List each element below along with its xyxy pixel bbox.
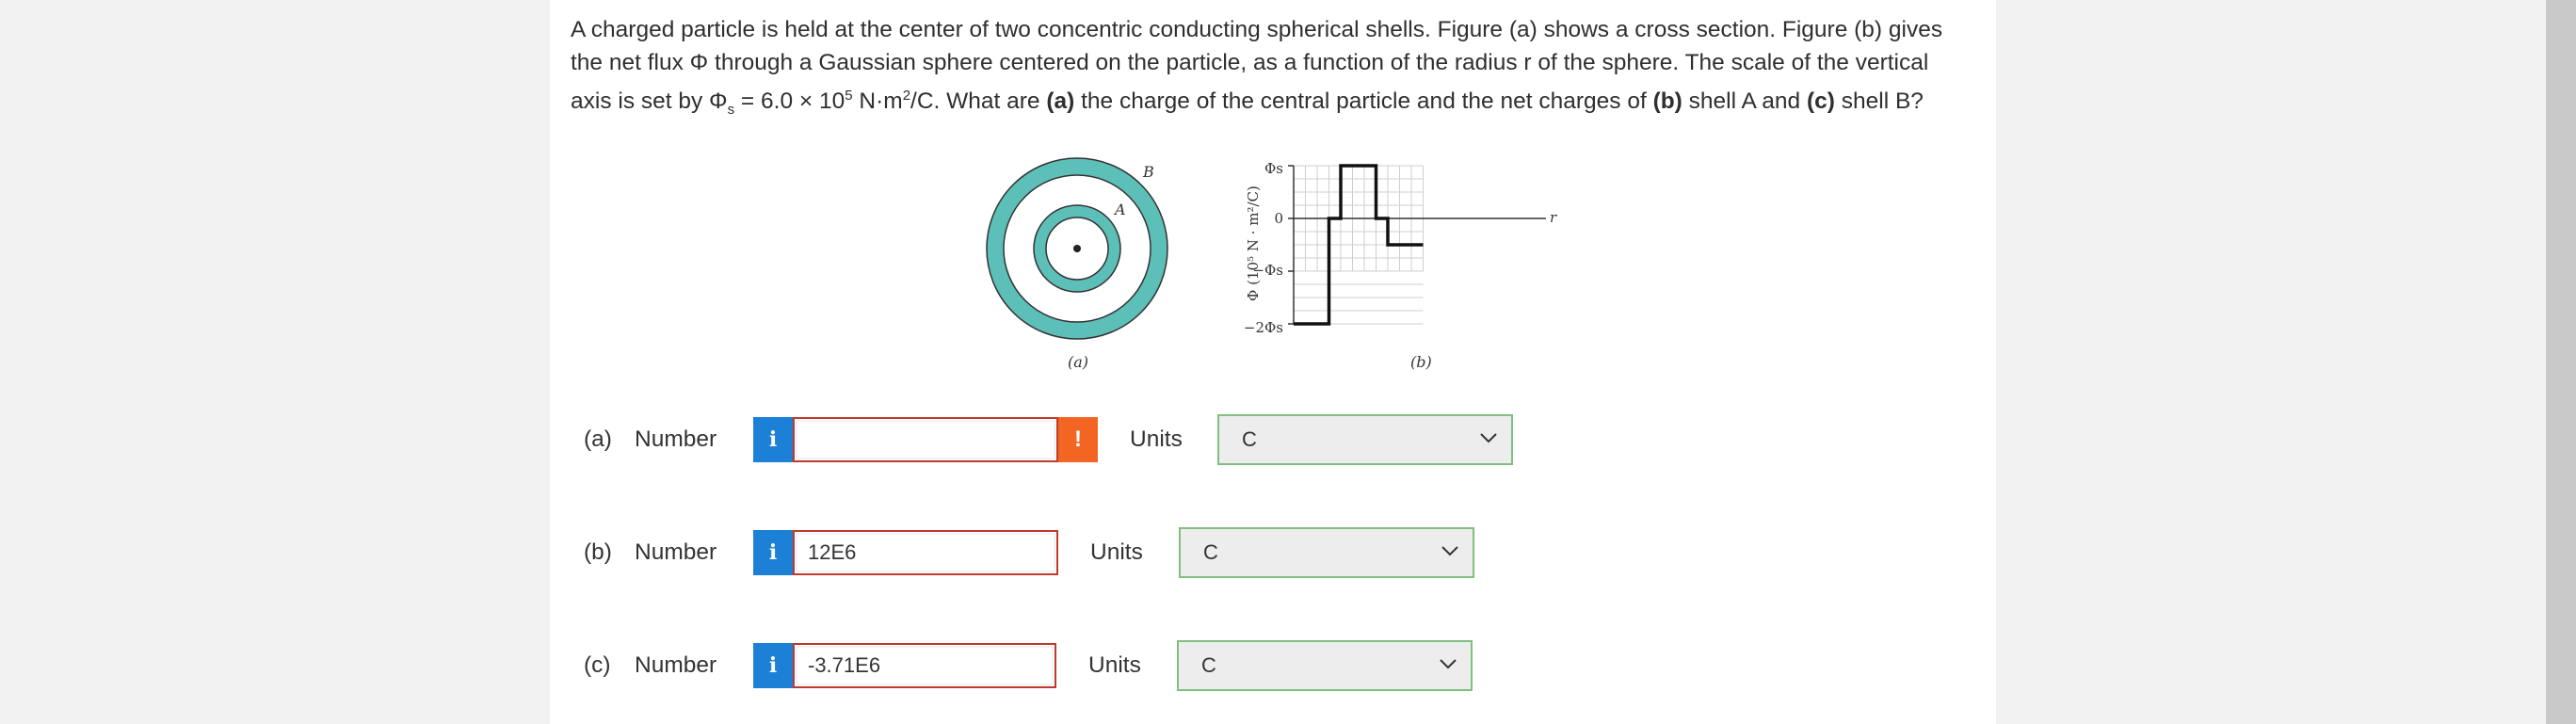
caption-b: (b)	[1410, 353, 1432, 371]
part-label-a: (a)	[584, 426, 612, 452]
answer-row-a	[0, 411, 2576, 468]
question-line-2: the net flux Φ through a Gaussian sphere centered on the particle, as a function of the radius r of the sphere. The scale of the vertical	[571, 50, 1929, 75]
info-icon[interactable]: i	[753, 643, 793, 688]
caption-a: (a)	[1068, 353, 1089, 371]
chevron-down-icon	[1479, 431, 1498, 444]
shell-b-label: B	[1143, 163, 1154, 181]
tick-zero: 0	[1274, 210, 1283, 227]
answer-input-c[interactable]	[793, 643, 1056, 688]
info-icon[interactable]: i	[753, 417, 793, 462]
tick-phis: Φs	[1264, 160, 1283, 177]
number-label-b: Number	[635, 539, 717, 565]
units-value-a: C	[1242, 427, 1257, 451]
question-text	[571, 13, 1964, 126]
units-value-c: C	[1201, 653, 1216, 677]
number-label-a: Number	[635, 426, 717, 452]
units-label-c: Units	[1088, 652, 1141, 678]
question-line-3: axis is set by $\Phi_s = 6.0 \times 10^5$ $N\cdot m^2/C$. What are (a) the charge of the central particle and the net charges of (b) shell A and (c) shell B?	[571, 88, 1924, 119]
part-label-b: (b)	[584, 539, 612, 565]
y-axis-label: Φ (10⁵ N · m²/C)	[1245, 185, 1262, 301]
x-axis-label: r	[1550, 209, 1557, 226]
tick-neg-phis: −Φs	[1252, 262, 1283, 279]
units-select-b[interactable]	[1179, 527, 1474, 578]
chevron-down-icon	[1441, 544, 1459, 557]
answer-input-b[interactable]	[793, 530, 1058, 575]
central-particle	[1073, 245, 1081, 252]
number-label-c: Number	[635, 652, 717, 678]
scrollbar[interactable]	[2546, 0, 2576, 724]
part-label-c: (c)	[584, 652, 611, 678]
shell-a-label: A	[1115, 201, 1126, 218]
flux-graph	[1244, 160, 1557, 371]
warning-icon[interactable]: !	[1058, 417, 1098, 462]
answer-input-a[interactable]	[793, 417, 1058, 462]
question-line-1: A charged particle is held at the center of two concentric conducting spherical shells. Figure (a) shows a cross section. Figure (b) gives	[571, 17, 1943, 42]
units-label-b: Units	[1090, 539, 1143, 565]
units-select-a[interactable]	[1217, 414, 1513, 465]
chevron-down-icon	[1439, 657, 1457, 670]
shells-cross-section	[987, 158, 1167, 371]
units-label-a: Units	[1130, 426, 1183, 452]
units-select-c[interactable]	[1177, 640, 1473, 691]
units-value-b: C	[1203, 540, 1218, 564]
info-icon[interactable]: i	[753, 530, 793, 575]
figure	[970, 141, 1557, 386]
answer-row-b	[0, 524, 2576, 581]
figure-svg	[970, 141, 1557, 386]
answer-row-c	[0, 637, 2576, 694]
tick-neg2-phis: −2Φs	[1243, 319, 1283, 336]
